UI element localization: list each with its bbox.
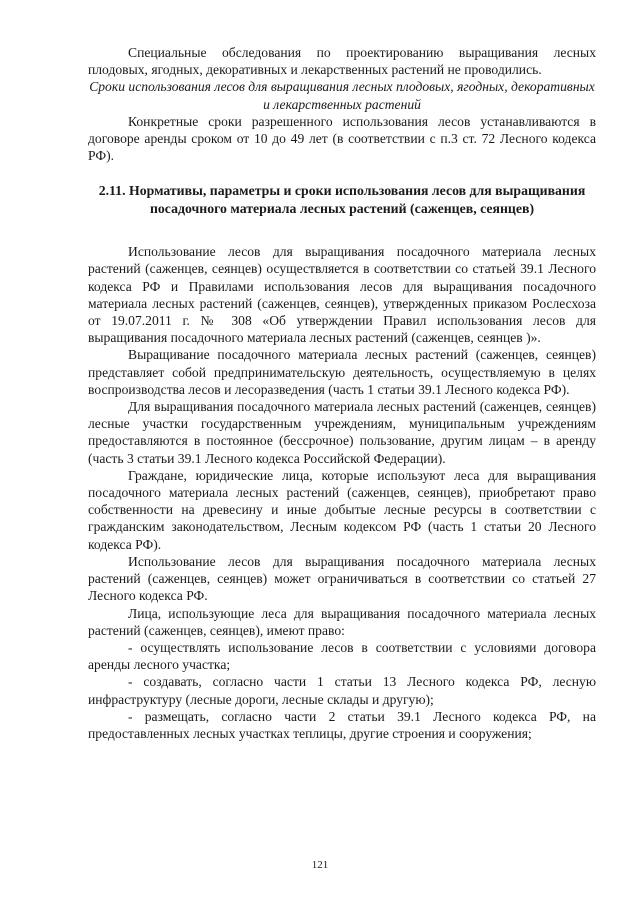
list-item-lease-use: - осуществлять использование лесов в соответствии с условиями договора аренды лесного участка; xyxy=(88,639,596,673)
list-item-greenhouses: - размещать, согласно части 2 статьи 39.1 Лесного кодекса РФ, на предоставленных лесных участках теплицы, другие строения и сооружения; xyxy=(88,708,596,741)
page-number: 121 xyxy=(311,859,329,871)
list-item-infrastructure: - создавать, согласно части 1 статьи 13 Лесного кодекса РФ, лесную инфраструктуру (лесные дороги, лесные склады и другую); xyxy=(88,674,596,707)
paragraph-lease-terms: Конкретные сроки разрешенного использования лесов устанавливаются в договоре аренды сроком от 10 до 49 лет (в соответствии с п.3 ст. 72 Лесного кодекса РФ). xyxy=(88,113,596,164)
paragraph-entrepreneurial-activity: Выращивание посадочного материала лесных растений (саженцев, сеянцев) представляет собой предпринимательскую деятельность, осуществляемую в целях воспроизводства лесов и лесоразведения (часть 1 статьи 39.1 Лесного кодекса РФ). xyxy=(88,347,596,397)
paragraph-ownership-rights: Граждане, юридические лица, которые используют леса для выращивания посадочного материала лесных растений (саженцев, сеянцев), приобретают право собственности на древесину и иные добытые лесные ресурсы в соответствии с гражданским законодательством, Лесным кодексом РФ (часть 1 статьи 20 Лесного кодекса РФ). xyxy=(88,467,596,552)
subheading-usage-terms: Сроки использования лесов для выращивания лесных плодовых, ягодных, декоративных и лекарственных растений xyxy=(89,79,595,112)
paragraph-article-39-1: Использование лесов для выращивания посадочного материала лесных растений (саженцев, сеянцев) осуществляется в соответствии со статьей 39.1 Лесного кодекса РФ и Правилами использования лесов для выращивания посадочного материала лесных растений (саженцев, сеянцев), утвержденных приказом Рослесхоза от 19.07.2011 г. № 308 «Об утверждении Правил использования лесов для выращивания посадочного материала лесных растений (саженцев, сеянцев )». xyxy=(88,244,596,346)
paragraph-land-provision: Для выращивания посадочного материала лесных растений (саженцев, сеянцев) лесные участки государственным учреждениям, муниципальным учреждениям предоставляются в постоянное (бессрочное) пользование, другим лицам – в аренду (часть 3 статьи 39.1 Лесного кодекса Российской Федерации). xyxy=(88,399,596,466)
paragraph-special-surveys: Специальные обследования по проектированию выращивания лесных плодовых, ягодных, декоративных и лекарственных растений не проводились. xyxy=(88,45,596,78)
document-page xyxy=(88,44,596,742)
section-title: 2.11. Нормативы, параметры и сроки использования лесов для выращивания посадочного материала лесных растений (саженцев, сеянцев) xyxy=(98,183,586,216)
paragraph-rights-intro: Лица, использующие леса для выращивания посадочного материала лесных растений (саженцев, сеянцев), имеют право: xyxy=(88,605,596,638)
paragraph-restrictions: Использование лесов для выращивания посадочного материала лесных растений (саженцев, сеянцев) может ограничиваться в соответствии со статьей 27 Лесного кодекса РФ. xyxy=(88,553,596,604)
